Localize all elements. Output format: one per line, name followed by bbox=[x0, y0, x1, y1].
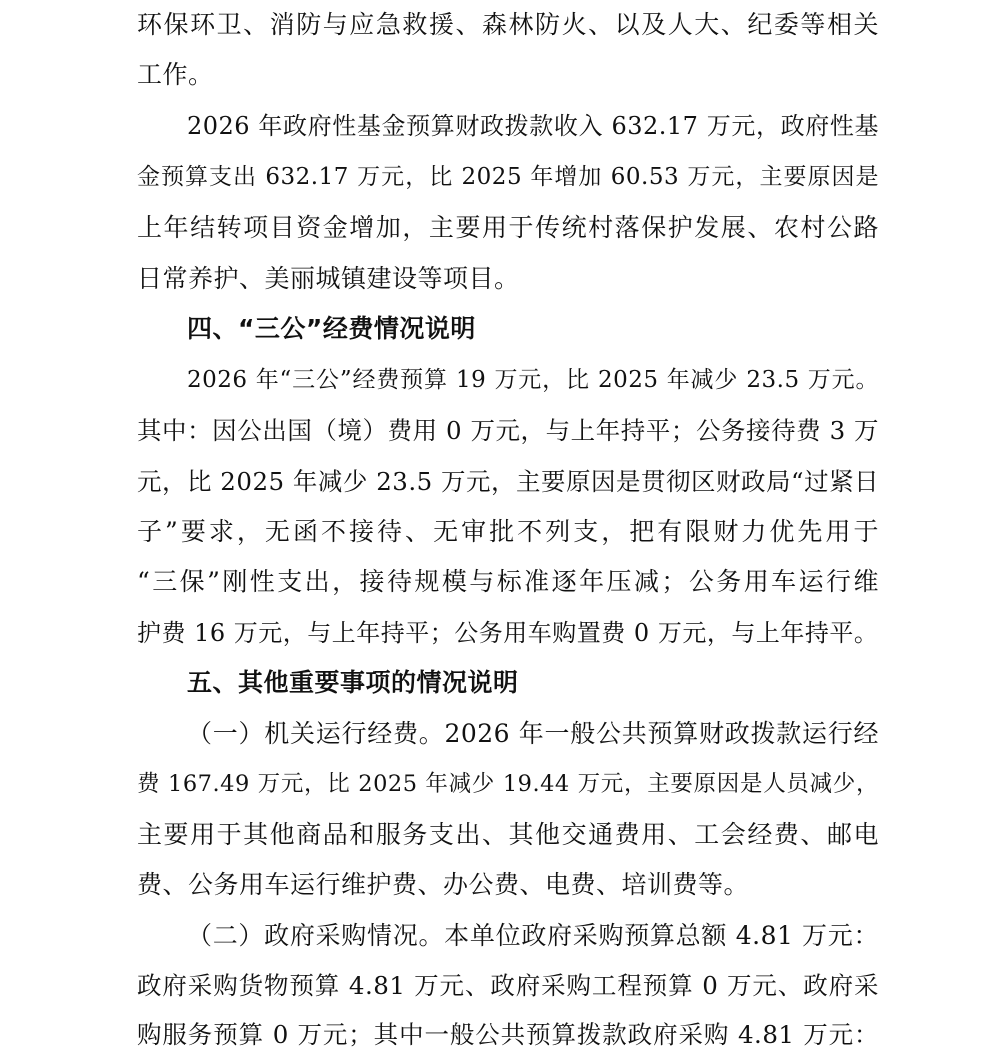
paragraph-line: 其中：因公出国（境）费用 0 万元，与上年持平；公务接待费 3 万 bbox=[137, 416, 879, 445]
paragraph-line: 费 167.49 万元，比 2025 年减少 19.44 万元，主要原因是人员减少， bbox=[137, 771, 879, 797]
paragraph-line: 子”要求，无函不接待、无审批不列支，把有限财力优先用于 bbox=[137, 517, 879, 546]
paragraph-line: 日常养护、美丽城镇建设等项目。 bbox=[137, 264, 520, 293]
paragraph-line: 元，比 2025 年减少 23.5 万元，主要原因是贯彻区财政局“过紧日 bbox=[137, 467, 880, 496]
paragraph-line: （二）政府采购情况。本单位政府采购预算总额 4.81 万元： bbox=[187, 921, 879, 950]
paragraph-line: 金预算支出 632.17 万元，比 2025 年增加 60.53 万元，主要原因是 bbox=[137, 164, 879, 190]
paragraph-line: 政府采购货物预算 4.81 万元、政府采购工程预算 0 万元、政府采 bbox=[137, 971, 879, 1000]
paragraph-line: （一）机关运行经费。2026 年一般公共预算财政拨款运行经 bbox=[187, 719, 879, 748]
paragraph-line: 工作。 bbox=[137, 60, 214, 89]
paragraph-line: 环保环卫、消防与应急救援、森林防火、以及人大、纪委等相关 bbox=[137, 10, 879, 39]
paragraph-line: 护费 16 万元，与上年持平；公务用车购置费 0 万元，与上年持平。 bbox=[137, 619, 879, 647]
paragraph-line: 主要用于其他商品和服务支出、其他交通费用、工会经费、邮电 bbox=[137, 820, 879, 849]
paragraph-line: “三保”刚性支出，接待规模与标准逐年压减；公务用车运行维 bbox=[137, 567, 879, 596]
paragraph-line: 上年结转项目资金增加，主要用于传统村落保护发展、农村公路 bbox=[137, 213, 879, 242]
section-heading: 五、其他重要事项的情况说明 bbox=[187, 668, 519, 697]
paragraph-line: 费、公务用车运行维护费、办公费、电费、培训费等。 bbox=[137, 870, 750, 899]
section-heading: 四、“三公”经费情况说明 bbox=[187, 314, 476, 343]
paragraph-line: 购服务预算 0 万元；其中一般公共预算拨款政府采购 4.81 万元： bbox=[137, 1020, 879, 1049]
paragraph-line: 2026 年“三公”经费预算 19 万元，比 2025 年减少 23.5 万元。 bbox=[187, 367, 879, 393]
paragraph-line: 2026 年政府性基金预算财政拨款收入 632.17 万元，政府性基 bbox=[187, 112, 879, 140]
